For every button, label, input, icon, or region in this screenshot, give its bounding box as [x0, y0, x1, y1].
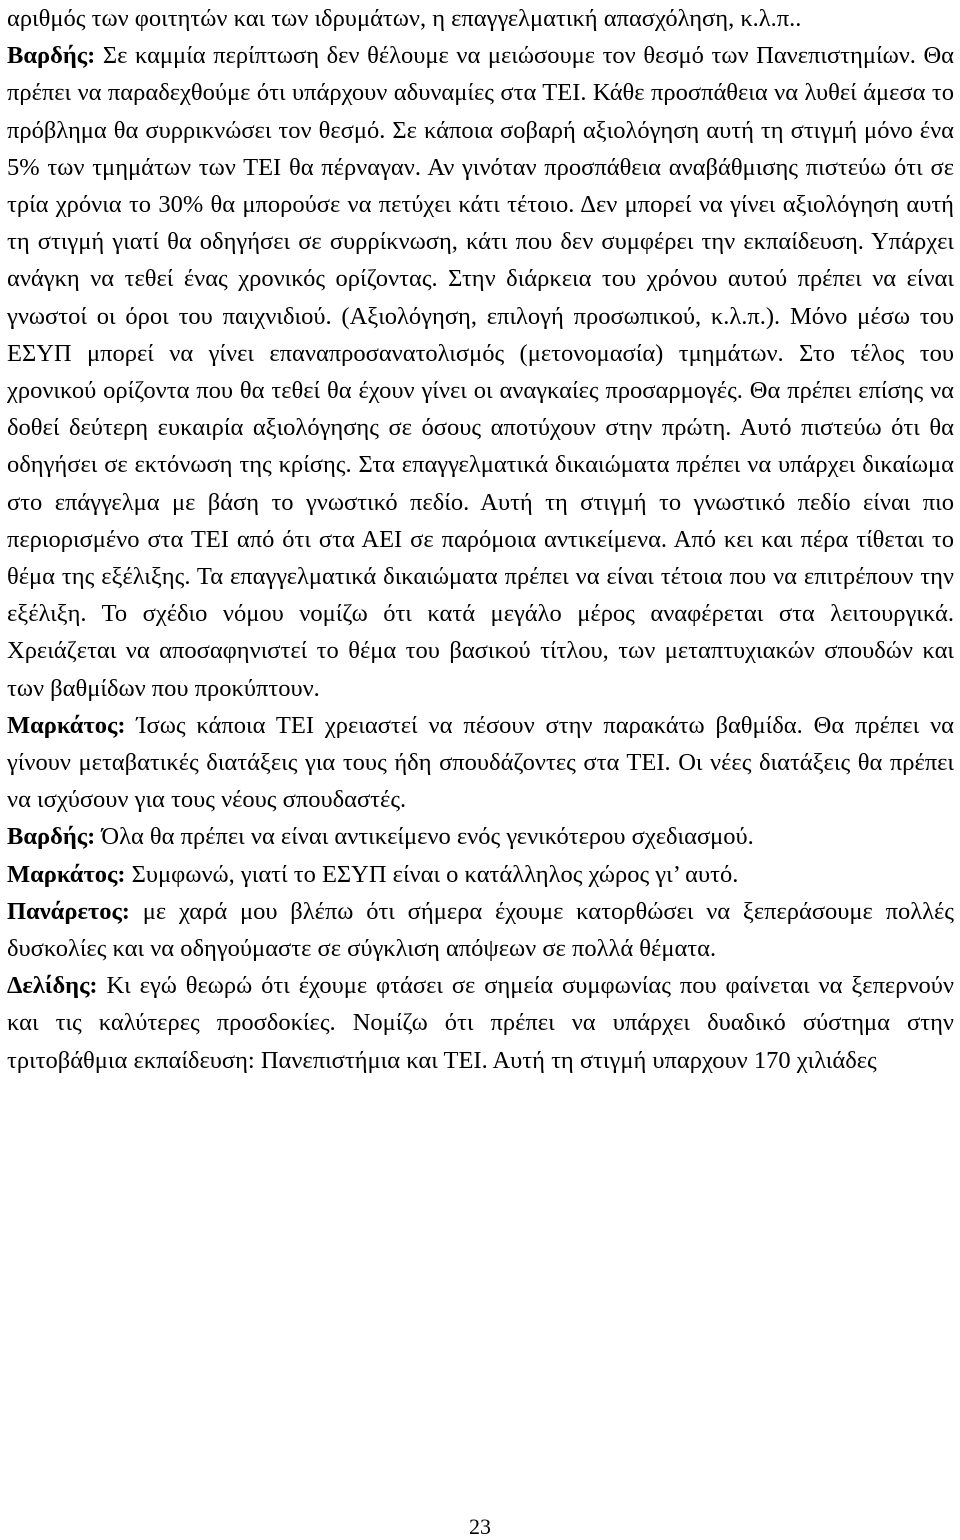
speaker-name: Πανάρετος: — [7, 897, 130, 925]
paragraph-markatos-1 — [7, 707, 954, 819]
speaker-name: Βαρδής: — [7, 823, 96, 851]
paragraph-continuation — [7, 0, 954, 37]
paragraph-text: Συμφωνώ, γιατί το ΕΣΥΠ είναι ο κατάλληλος χώρος γι’ αυτό. — [125, 860, 739, 888]
paragraph-text: Κι εγώ θεωρώ ότι έχουμε φτάσει σε σημεία συμφωνίας που φαίνεται να ξεπερνούν και τις καλύτερες προσδοκίες. Νομίζω ότι πρέπει να υπάρχει δυαδικό σύστημα στην τριτοβάθμια εκπαίδευση: Πανεπιστήμια και ΤΕΙ. Αυτή τη στιγμή υπαρχουν 170 χιλιάδες — [7, 972, 954, 1074]
paragraph-text: Ίσως κάποια ΤΕΙ χρειαστεί να πέσουν στην παρακάτω βαθμίδα. Θα πρέπει να γίνουν μεταβατικές διατάξεις για τους ήδη σπουδάζοντες στα ΤΕΙ. Οι νέες διατάξεις θα πρέπει να ισχύσουν για τους νέους σπουδαστές. — [7, 711, 954, 814]
speaker-name: Μαρκάτος: — [7, 860, 126, 888]
paragraph-text: Σε καμμία περίπτωση δεν θέλουμε να μειώσουμε τον θεσμό των Πανεπιστημίων. Θα πρέπει να παραδεχθούμε ότι υπάρχουν αδυναμίες στα ΤΕΙ. Κάθε προσπάθεια να λυθεί άμεσα το πρόβλημα θα συρρικνώσει τον θεσμό. Σε κάποια σοβαρή αξιολόγηση αυτή τη στιγμή μόνο ένα 5% των τμημάτων των ΤΕΙ θα πέρναγαν. Αν γινόταν προσπάθεια αναβάθμισης πιστεύω ότι σε τρία χρόνια το 30% θα μπορούσε να πετύχει κάτι τέτοιο. Δεν μπορεί να γίνει αξιολόγηση αυτή τη στιγμή γιατί θα οδηγήσει σε συρρίκνωση, κάτι που δεν συμφέρει την εκπαίδευση. Υπάρχει ανάγκη να τεθεί ένας χρονικός ορίζοντας. Στην διάρκεια του χρόνου αυτού πρέπει να είναι γνωστοί οι όροι του παιχνιδιού. (Αξιολόγηση, επιλογή προσωπικού, κ.λ.π.). Μόνο μέσω του ΕΣΥΠ μπορεί να γίνει επαναπροσανατολισμός (μετονομασία) τμημάτων. Στο τέλος του χρονικού ορίζοντα που θα τεθεί θα έχουν γίνει οι αναγκαίες προσαρμογές. Θα πρέπει επίσης να δοθεί δεύτερη ευκαιρία αξιολόγησης σε όσους αποτύχουν στην πρώτη. Αυτό πιστεύω ότι θα οδηγήσει σε εκτόνωση της κρίσης. Στα επαγγελματικά δικαιώματα πρέπει να υπάρχει δικαίωμα στο επάγγελμα με βάση το γνωστικό πεδίο. Αυτή τη στιγμή το γνωστικό πεδίο είναι πιο περιορισμένο στα ΤΕΙ από ότι στα ΑΕΙ σε παρόμοια αντικείμενα. Από κει και πέρα τίθεται το θέμα της εξέλιξης. Τα επαγγελματικά δικαιώματα πρέπει να είναι τέτοια που να επιτρέπουν την εξέλιξη. Το σχέδιο νόμου νομίζω ότι κατά μεγάλο μέρος αναφέρεται στα λειτουργικά. Χρειάζεται να αποσαφηνιστεί το θέμα του βασικού τίτλου, των μεταπτυχιακών σπουδών και των βαθμίδων που προκύπτουν. — [7, 42, 954, 702]
page-number: 23 — [469, 1514, 491, 1539]
paragraph-delidis — [7, 967, 954, 1079]
paragraph-panaretos — [7, 893, 954, 967]
paragraph-markatos-2 — [7, 856, 954, 893]
speaker-name: Βαρδής: — [7, 42, 96, 70]
paragraph-vardis-2 — [7, 818, 954, 855]
document-body — [7, 0, 954, 1079]
paragraph-text: με χαρά μου βλέπω ότι σήμερα έχουμε κατορθώσει να ξεπεράσουμε πολλές δυσκολίες και να οδηγούμαστε σε σύγκλιση απόψεων σε πολλά θέματα. — [7, 897, 954, 963]
paragraph-text: Όλα θα πρέπει να είναι αντικείμενο ενός γενικότερου σχεδιασμού. — [95, 823, 754, 851]
speaker-name: Δελίδης: — [7, 972, 98, 1000]
paragraph-text: αριθμός των φοιτητών και των ιδρυμάτων, η επαγγελματική απασχόληση, κ.λ.π.. — [7, 5, 802, 32]
paragraph-vardis-1 — [7, 37, 954, 707]
speaker-name: Μαρκάτος: — [7, 711, 126, 739]
